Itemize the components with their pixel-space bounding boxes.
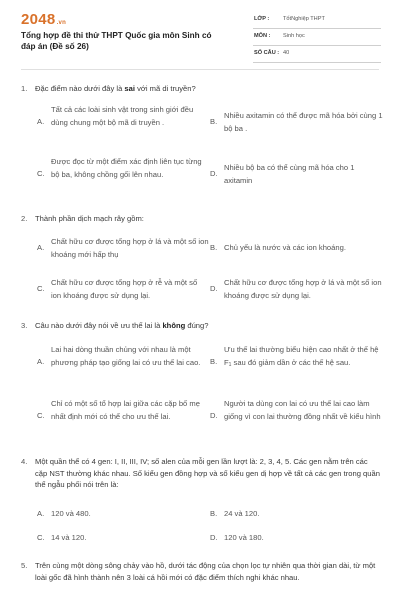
option-text: Chủ yếu là nước và các ion khoáng. bbox=[224, 243, 346, 252]
meta-row-count bbox=[253, 46, 381, 63]
meta-label: LỚP : bbox=[254, 16, 270, 22]
option-text-part: Ưu thế lai thường biểu hiện cao nhất ở thế hệ F bbox=[224, 345, 379, 367]
option-letter: C. bbox=[37, 169, 45, 178]
option-text-part: sau đó giảm dần ở các thế hệ sau. bbox=[231, 357, 351, 367]
option-letter: D. bbox=[210, 284, 218, 293]
question-number: 2. bbox=[21, 214, 28, 223]
document-title: Tổng hợp đề thi thử THPT Quốc gia môn Sinh có đáp án (Đề số 26) bbox=[21, 31, 212, 51]
meta-table bbox=[253, 12, 381, 63]
option-letter: D. bbox=[210, 411, 218, 420]
option-letter: B. bbox=[210, 243, 218, 252]
option-letter: A. bbox=[37, 117, 45, 126]
option-text: Nhiều bộ ba có thể cùng mã hóa cho 1 axitamin bbox=[224, 163, 355, 185]
option-text: 14 và 120. bbox=[51, 533, 87, 542]
question-text: Một quần thể có 4 gen: I, II, III, IV; số alen của mỗi gen lần lượt là: 2, 3, 4, 5. Các gen nằm trên các cặp NST thường khác nhau. Số kiểu gen đồng hợp và số kiểu gen dị hợp về tất cả các gen trong quần thể ngẫu phối nói trên là: bbox=[35, 457, 380, 489]
option-letter: B. bbox=[210, 117, 218, 126]
question-text: Thành phần dịch mạch rây gồm: bbox=[35, 214, 144, 223]
meta-value: TốtNghiệp THPT bbox=[283, 16, 325, 22]
question-text bbox=[35, 83, 380, 95]
option-text: Chất hữu cơ được tổng hợp ở lá và một số ion khoáng được sử dụng lại. bbox=[224, 278, 382, 300]
question-text bbox=[35, 320, 380, 332]
meta-value: Sinh học bbox=[283, 33, 305, 39]
meta-label: SỐ CÂU : bbox=[254, 50, 280, 56]
question-text: Trên cùng một dòng sông chảy vào hồ, dưới tác động của chọn lọc tự nhiên qua thời gian dài, từ một loài gốc đã hình thành nên 3 loài cá hồi mới có đặc điểm thích nghi khác nhau. bbox=[35, 561, 376, 582]
option-text: Chất hữu cơ được tổng hợp ở lá và một số ion khoáng mới hấp thụ bbox=[51, 237, 209, 259]
question-number: 4. bbox=[21, 457, 28, 466]
option-text: Chỉ có một số tổ hợp lai giữa các cặp bố mẹ nhất định mới có thể cho ưu thế lai. bbox=[51, 399, 200, 421]
question-text-part: đúng? bbox=[185, 321, 209, 330]
option-text: Chất hữu cơ được tổng hợp ở rễ và một số ion khoáng được sử dụng lại. bbox=[51, 278, 198, 300]
option-text bbox=[224, 344, 384, 371]
question-emphasis: không bbox=[162, 321, 186, 330]
question-number: 5. bbox=[21, 561, 28, 570]
option-letter: D. bbox=[210, 169, 218, 178]
option-letter: C. bbox=[37, 411, 45, 420]
option-letter: D. bbox=[210, 533, 218, 542]
option-letter: C. bbox=[37, 533, 45, 542]
option-text: 120 và 480. bbox=[51, 509, 91, 518]
option-letter: B. bbox=[210, 357, 218, 366]
option-letter: C. bbox=[37, 284, 45, 293]
option-text: Lai hai dòng thuần chủng với nhau là một phương pháp tạo giống lai có ưu thế lai cao. bbox=[51, 345, 201, 367]
meta-label: MÔN : bbox=[254, 33, 271, 39]
meta-row-subject bbox=[253, 29, 381, 46]
logo-suffix: .vn bbox=[56, 20, 67, 26]
option-text: Tất cả các loài sinh vật trong sinh giới đều dùng chung một bộ mã di truyền . bbox=[51, 105, 194, 127]
question-text-part: Đặc điểm nào dưới đây là bbox=[35, 84, 125, 93]
question-text-part: Câu nào dưới đây nói về ưu thế lai là bbox=[35, 321, 163, 330]
question-number: 1. bbox=[21, 84, 28, 93]
question-emphasis: sai bbox=[124, 84, 135, 93]
option-text: Được đọc từ một điểm xác định liên tục từng bộ ba, không chồng gối lên nhau. bbox=[51, 157, 202, 179]
header-divider bbox=[21, 69, 379, 70]
option-text: 24 và 120. bbox=[224, 509, 260, 518]
logo-text: 2048 bbox=[21, 11, 56, 28]
option-letter: A. bbox=[37, 357, 45, 366]
question-number: 3. bbox=[21, 321, 28, 330]
option-letter: A. bbox=[37, 243, 45, 252]
subscript: 1 bbox=[228, 361, 232, 368]
option-text: Người ta dùng con lai có ưu thế lai cao làm giống vì con lai thường đồng nhất về kiểu hình bbox=[224, 399, 381, 421]
meta-value: 40 bbox=[283, 50, 290, 56]
page-header bbox=[0, 0, 400, 66]
question-text-part: với mã di truyền? bbox=[134, 84, 196, 93]
site-logo[interactable] bbox=[21, 11, 66, 28]
option-text: Nhiều axitamin có thể được mã hóa bởi cùng 1 bộ ba . bbox=[224, 111, 383, 133]
option-letter: A. bbox=[37, 509, 45, 518]
meta-row-grade bbox=[253, 12, 381, 29]
option-letter: B. bbox=[210, 509, 218, 518]
option-text: 120 và 180. bbox=[224, 533, 264, 542]
